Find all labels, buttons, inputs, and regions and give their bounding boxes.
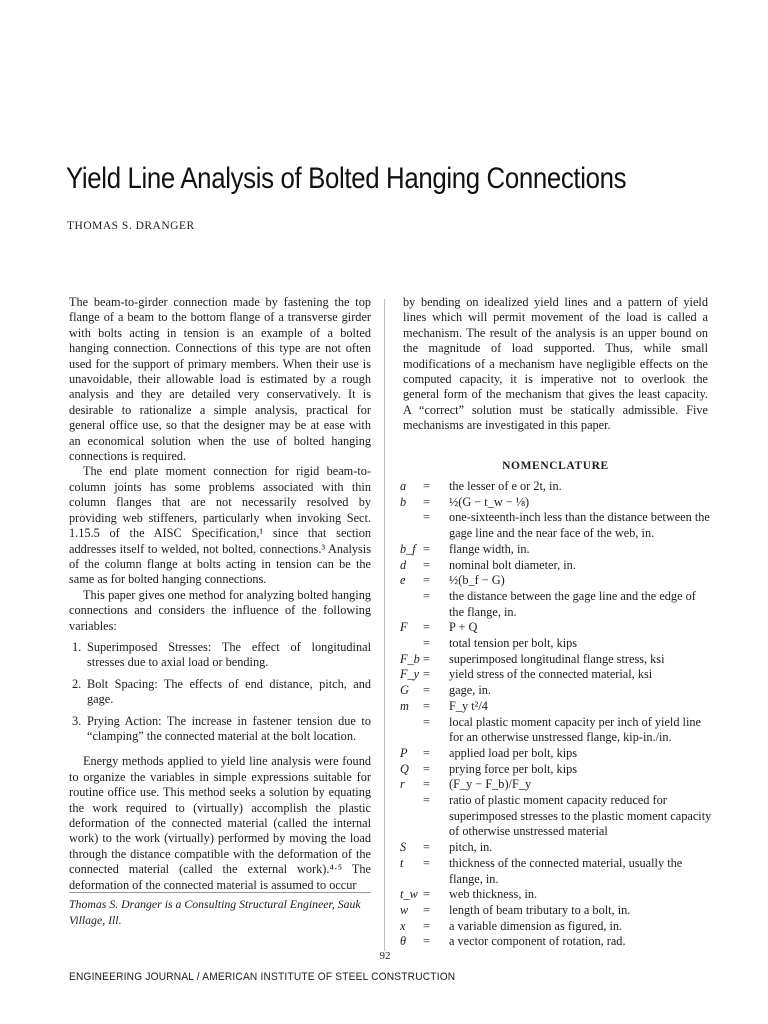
nomenclature-row: [400, 887, 712, 903]
list-item-number: 3.: [72, 713, 82, 728]
nomenclature-symbol: x: [400, 918, 406, 933]
list-item: [69, 677, 371, 708]
nomenclature-definition: local plastic moment capacity per inch of yield line for an otherwise unstressed flange, kip-in./in.: [449, 714, 701, 745]
nomenclature-definition: a variable dimension as figured, in.: [449, 918, 623, 933]
nomenclature-row: [400, 793, 712, 840]
nomenclature-row: [400, 840, 712, 856]
body-paragraph: The beam-to-girder connection made by fastening the top flange of a beam to the bottom flange of a transverse girder with bolts acting in tension is an example of a bolted hanging connection. Connections of this type are not often used for the support of primary members. When their use is unavoidable, their allowable load is estimated by a rough analysis and they are detailed very conservatively. It is desirable to rationalize a simple analysis, practical for general office use, so that the designer may be at ease with an economical solution when the use of bolted hanging connections is required.: [69, 295, 371, 464]
nomenclature-definition: applied load per bolt, kips: [449, 745, 578, 760]
nomenclature-row: [400, 479, 712, 495]
list-item-text: Bolt Spacing: The effects of end distance, pitch, and gage.: [87, 676, 371, 707]
nomenclature-row: [400, 636, 712, 652]
nomenclature-definition: F_y t²/4: [449, 698, 488, 713]
article-title: Yield Line Analysis of Bolted Hanging Connections: [66, 162, 627, 195]
footnote-divider: [69, 892, 371, 893]
nomenclature-symbol: [400, 715, 423, 746]
nomenclature-row: [400, 934, 712, 950]
nomenclature-definition: prying force per bolt, kips: [449, 761, 578, 776]
nomenclature-equals: =: [423, 573, 430, 588]
nomenclature-symbol: F_b: [400, 651, 420, 666]
nomenclature-definition: web thickness, in.: [449, 887, 538, 902]
nomenclature-row: [400, 589, 712, 620]
nomenclature-row: [400, 667, 712, 683]
nomenclature-list: [400, 479, 712, 950]
nomenclature-symbol: b: [400, 494, 407, 509]
nomenclature-equals: =: [423, 667, 430, 682]
nomenclature-definition: yield stress of the connected material, ksi: [449, 667, 653, 682]
list-item: [69, 640, 371, 671]
nomenclature-definition: the lesser of e or 2t, in.: [449, 479, 562, 493]
nomenclature-symbol: r: [400, 777, 405, 792]
nomenclature-row: [400, 762, 712, 778]
nomenclature-row: [400, 620, 712, 636]
nomenclature-symbol: θ: [400, 934, 407, 949]
list-item-text: Superimposed Stresses: The effect of longitudinal stresses due to axial load or bending.: [87, 639, 371, 670]
nomenclature-definition: flange width, in.: [449, 541, 530, 556]
page-number: 92: [379, 950, 391, 962]
nomenclature-row: [400, 510, 712, 541]
nomenclature-equals: =: [423, 494, 430, 509]
nomenclature-symbol: a: [400, 479, 407, 493]
nomenclature-row: [400, 777, 712, 793]
nomenclature-definition: ½(b_f − G): [449, 573, 505, 588]
author-name: THOMAS S. DRANGER: [67, 220, 195, 232]
nomenclature-symbol: [400, 793, 423, 840]
body-paragraph: The end plate moment connection for rigid beam-to-column joints has some problems associated with thin column flanges that are not necessarily resolved by providing web stiffeners, particularly when invoking Sect. 1.15.5 of the AISC Specification,¹ since that section addresses itself to welded, not bolted, connections.³ Analysis of the column flange at bolts acting in tension can be the same as for bolted hanging connections.: [69, 464, 371, 587]
nomenclature-symbol: b_f: [400, 541, 416, 556]
nomenclature-equals: =: [423, 918, 430, 933]
nomenclature-equals: =: [423, 557, 430, 572]
nomenclature-row: [400, 903, 712, 919]
nomenclature-equals: =: [423, 620, 430, 635]
nomenclature-symbol: t: [400, 855, 404, 870]
list-item: [69, 714, 371, 745]
nomenclature-row: [400, 683, 712, 699]
nomenclature-equals: =: [423, 855, 430, 870]
body-paragraph: by bending on idealized yield lines and a pattern of yield lines which will permit movement of the load is called a mechanism. The result of the analysis is an upper bound on the magnitude of load supported. Thus, while small modifications of a mechanism have negligible effects on the computed capacity, it is imperative not to overlook the general form of the mechanism that gives the least capacity. A “correct” solution must be statically admissible. Five mechanisms are investigated in this paper.: [403, 295, 708, 433]
nomenclature-equals: =: [423, 541, 430, 556]
variables-list: [69, 640, 371, 744]
nomenclature-row: [400, 495, 712, 511]
list-item-number: 1.: [72, 639, 82, 654]
nomenclature-definition: ½(G − t_w − ⅛): [449, 494, 530, 509]
nomenclature-row: [400, 919, 712, 935]
nomenclature-definition: (F_y − F_b)/F_y: [449, 777, 532, 792]
nomenclature-row: [400, 699, 712, 715]
nomenclature-symbol: F: [400, 620, 408, 635]
nomenclature-definition: nominal bolt diameter, in.: [449, 557, 576, 572]
nomenclature-equals: =: [423, 840, 430, 855]
nomenclature-equals: =: [423, 887, 430, 902]
nomenclature-definition: pitch, in.: [449, 840, 493, 855]
nomenclature-symbol: S: [400, 840, 407, 855]
body-paragraph: This paper gives one method for analyzing bolted hanging connections and considers the influence of the following variables:: [69, 587, 371, 633]
nomenclature-row: [400, 542, 712, 558]
list-item-number: 2.: [72, 676, 82, 691]
nomenclature-symbol: [400, 636, 423, 652]
nomenclature-symbol: m: [400, 698, 409, 713]
nomenclature-symbol: [400, 589, 423, 620]
nomenclature-symbol: Q: [400, 761, 409, 776]
nomenclature-definition: the distance between the gage line and the edge of the flange, in.: [449, 588, 696, 619]
nomenclature-equals: =: [423, 793, 430, 808]
nomenclature-equals: =: [423, 745, 430, 760]
nomenclature-definition: length of beam tributary to a bolt, in.: [449, 902, 631, 917]
list-item-text: Prying Action: The increase in fastener tension due to “clamping” the connected material at the bolt location.: [87, 713, 371, 743]
nomenclature-row: [400, 746, 712, 762]
nomenclature-definition: gage, in.: [449, 683, 492, 698]
nomenclature-equals: =: [423, 588, 430, 603]
nomenclature-equals: =: [423, 636, 430, 651]
nomenclature-definition: superimposed longitudinal flange stress, ksi: [449, 651, 665, 666]
nomenclature-symbol: d: [400, 557, 407, 572]
nomenclature-definition: P + Q: [449, 620, 478, 635]
nomenclature-symbol: G: [400, 683, 409, 698]
nomenclature-definition: thickness of the connected material, usually the flange, in.: [449, 855, 683, 886]
body-paragraph: Energy methods applied to yield line analysis were found to organize the variables in simple expressions suitable for routine office use. This method seeks a solution by equating the work required to (virtually) accomplish the plastic deformation of the connected material (called the internal work) to the work (virtually) performed by moving the load through the distance compatible with the deformation of the connected material (called the external work).⁴·⁵ The deformation of the connected material is assumed to occur: [69, 754, 371, 892]
nomenclature-row: [400, 715, 712, 746]
nomenclature-equals: =: [423, 479, 430, 493]
nomenclature-definition: one-sixteenth-inch less than the distance between the gage line and the near face of the web, in.: [449, 510, 710, 541]
nomenclature-definition: a vector component of rotation, rad.: [449, 934, 626, 949]
nomenclature-equals: =: [423, 651, 430, 666]
nomenclature-definition: total tension per bolt, kips: [449, 636, 578, 651]
left-column: [69, 295, 371, 893]
nomenclature-symbol: e: [400, 573, 406, 588]
nomenclature-equals: =: [423, 902, 430, 917]
nomenclature-symbol: t_w: [400, 887, 418, 902]
nomenclature-equals: =: [423, 714, 430, 729]
nomenclature-symbol: P: [400, 745, 408, 760]
nomenclature-equals: =: [423, 698, 430, 713]
nomenclature-row: [400, 558, 712, 574]
nomenclature-equals: =: [423, 683, 430, 698]
nomenclature-symbol: [400, 510, 423, 541]
running-footer: ENGINEERING JOURNAL / AMERICAN INSTITUTE OF STEEL CONSTRUCTION: [69, 971, 456, 983]
nomenclature-symbol: w: [400, 902, 409, 917]
author-footnote: Thomas S. Dranger is a Consulting Structural Engineer, Sauk Village, Ill.: [69, 897, 361, 927]
nomenclature-equals: =: [423, 510, 430, 525]
nomenclature-symbol: F_y: [400, 667, 420, 682]
nomenclature-equals: =: [423, 761, 430, 776]
nomenclature-row: [400, 573, 712, 589]
nomenclature-row: [400, 856, 712, 887]
nomenclature-equals: =: [423, 934, 430, 949]
column-divider: [384, 299, 385, 951]
nomenclature-row: [400, 652, 712, 668]
right-column: [403, 295, 708, 434]
nomenclature-heading: NOMENCLATURE: [502, 460, 609, 472]
nomenclature-definition: ratio of plastic moment capacity reduced for superimposed stresses to the plastic moment capacity of otherwise unstressed material: [449, 793, 712, 839]
nomenclature-equals: =: [423, 777, 430, 792]
